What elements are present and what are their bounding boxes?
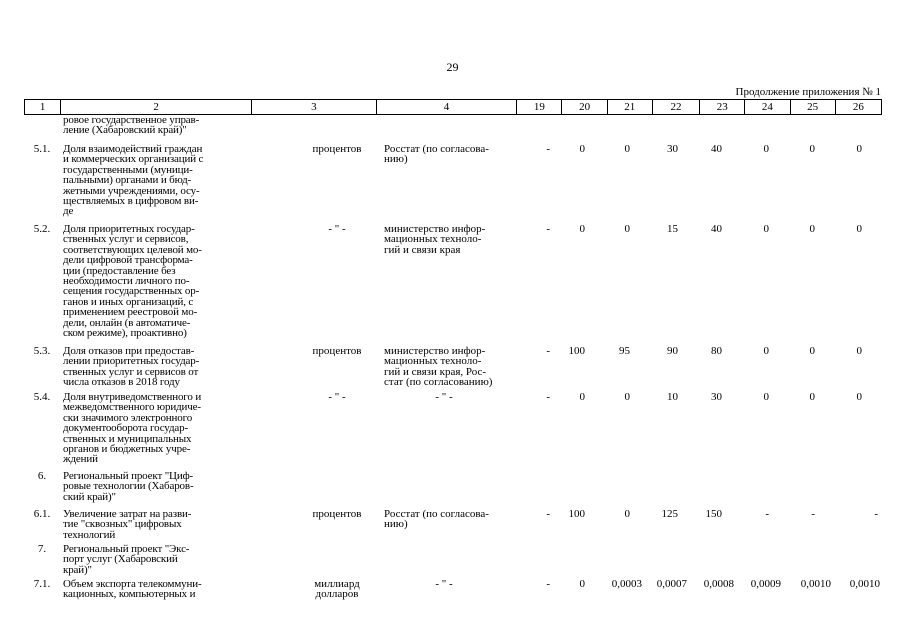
value-25: 0 xyxy=(809,345,815,357)
value-20: 0 xyxy=(579,143,585,155)
value-24: 0,0009 xyxy=(750,578,781,590)
value-26: 0 xyxy=(856,345,862,357)
value-23: 150 xyxy=(705,508,722,520)
unit: - " - xyxy=(328,391,346,403)
table-body xyxy=(24,115,882,603)
table-row xyxy=(24,224,882,346)
value-19: - xyxy=(546,391,550,403)
value-26: - xyxy=(874,508,878,520)
value-26: 0 xyxy=(856,223,862,235)
value-23: 0,0008 xyxy=(703,578,734,590)
table-row xyxy=(24,346,882,392)
table-row xyxy=(24,144,882,224)
responsible-source: министерство инфор- мационных техноло- гий и связи края, Рос- стат (по согласованию) xyxy=(384,345,493,389)
value-21: 0,0003 xyxy=(611,578,642,590)
value-20: 100 xyxy=(568,345,585,357)
indicator-name: Доля приоритетных государ- ственных услуг и сервисов, соответствующих целевой мо- дели цифровой трансформа- ции (предоставление без необходимости личного по- сещения государственных ор- ганов и иных организаций, с применением реестровой мо- дели, онлайн (в автоматиче- ском режиме), проактивно) xyxy=(63,223,202,340)
column-header: 23 xyxy=(700,100,745,115)
continuation-label: Продолжение приложения № 1 xyxy=(735,86,881,98)
value-24: 0 xyxy=(763,223,769,235)
value-24: - xyxy=(765,508,769,520)
column-header: 20 xyxy=(562,100,607,115)
value-25: 0,0010 xyxy=(800,578,831,590)
value-19: - xyxy=(546,143,550,155)
responsible-source: министерство инфор- мационных техноло- гий и связи края xyxy=(384,223,486,256)
row-number: 5.4. xyxy=(33,391,51,403)
value-22: 10 xyxy=(667,391,678,403)
value-26: 0,0010 xyxy=(849,578,880,590)
unit: - " - xyxy=(328,223,346,235)
unit: процентов xyxy=(312,508,362,520)
table-row xyxy=(24,509,882,544)
table-row xyxy=(24,579,882,603)
column-header: 24 xyxy=(745,100,790,115)
column-header-table xyxy=(24,99,882,115)
value-23: 80 xyxy=(711,345,722,357)
value-21: 0 xyxy=(624,143,630,155)
value-26: 0 xyxy=(856,391,862,403)
table-row xyxy=(24,471,882,509)
value-22: 15 xyxy=(667,223,678,235)
value-19: - xyxy=(546,345,550,357)
indicator-name: Доля взаимодействий граждан и коммерческих организаций с государственными (муници- пальными) органами и бюд- жетными учреждениями, осу- ществляемых в цифровом ви- де xyxy=(63,143,204,218)
column-header: 3 xyxy=(252,100,377,115)
column-header: 21 xyxy=(607,100,652,115)
column-header: 26 xyxy=(835,100,881,115)
indicator-name: ровое государственное управ- ление (Хабаровский край)" xyxy=(63,114,200,137)
value-25: 0 xyxy=(809,391,815,403)
responsible-source: - " - xyxy=(435,578,453,590)
value-25: 0 xyxy=(809,143,815,155)
row-number: 6.1. xyxy=(33,508,51,520)
value-19: - xyxy=(546,508,550,520)
value-25: 0 xyxy=(809,223,815,235)
section-title: Региональный проект "Циф- ровые технологии (Хабаров- ский край)" xyxy=(63,470,194,503)
responsible-source: Росстат (по согласова- нию) xyxy=(384,143,489,166)
value-21: 0 xyxy=(624,508,630,520)
value-23: 40 xyxy=(711,223,722,235)
responsible-source: Росстат (по согласова- нию) xyxy=(384,508,489,531)
value-21: 0 xyxy=(624,223,630,235)
value-22: 30 xyxy=(667,143,678,155)
value-24: 0 xyxy=(763,345,769,357)
indicator-name: Доля внутриведомственного и межведомственного юридиче- ски значимого электронного документооборота государ- ственных и муниципальных органов и бюджетных учре- ждений xyxy=(63,391,202,466)
value-20: 0 xyxy=(579,391,585,403)
value-20: 0 xyxy=(579,223,585,235)
unit: миллиард долларов xyxy=(314,578,360,601)
table-row xyxy=(24,115,882,144)
indicator-name: Увеличение затрат на разви- тие "сквозных" цифровых технологий xyxy=(63,508,192,541)
row-number: 5.1. xyxy=(33,143,51,155)
value-20: 100 xyxy=(568,508,585,520)
value-20: 0 xyxy=(579,578,585,590)
value-22: 0,0007 xyxy=(656,578,687,590)
value-21: 0 xyxy=(624,391,630,403)
value-26: 0 xyxy=(856,143,862,155)
unit: процентов xyxy=(312,345,362,357)
section-title: Региональный проект "Экс- порт услуг (Хабаровский край)" xyxy=(63,543,190,576)
column-header-row xyxy=(25,100,882,115)
value-22: 90 xyxy=(667,345,678,357)
value-19: - xyxy=(546,578,550,590)
value-23: 30 xyxy=(711,391,722,403)
column-header: 2 xyxy=(61,100,252,115)
table-row xyxy=(24,392,882,471)
value-22: 125 xyxy=(661,508,678,520)
column-header: 25 xyxy=(790,100,835,115)
column-header: 4 xyxy=(376,100,517,115)
value-25: - xyxy=(811,508,815,520)
row-number: 7. xyxy=(37,543,47,555)
unit: процентов xyxy=(312,143,362,155)
row-number: 7.1. xyxy=(33,578,51,590)
row-number: 5.2. xyxy=(33,223,51,235)
responsible-source: - " - xyxy=(435,391,453,403)
value-19: - xyxy=(546,223,550,235)
column-header: 1 xyxy=(25,100,61,115)
row-number: 6. xyxy=(37,470,47,482)
indicator-name: Объем экспорта телекоммуни- кационных, компьютерных и xyxy=(63,578,202,601)
table-row xyxy=(24,544,882,579)
row-number: 5.3. xyxy=(33,345,51,357)
column-header: 19 xyxy=(517,100,562,115)
indicator-name: Доля отказов при предостав- лении приоритетных государ- ственных услуг и сервисов от числа отказов в 2018 году xyxy=(63,345,200,389)
value-23: 40 xyxy=(711,143,722,155)
page-number: 29 xyxy=(446,60,459,74)
value-21: 95 xyxy=(619,345,630,357)
value-24: 0 xyxy=(763,143,769,155)
value-24: 0 xyxy=(763,391,769,403)
column-header: 22 xyxy=(652,100,699,115)
